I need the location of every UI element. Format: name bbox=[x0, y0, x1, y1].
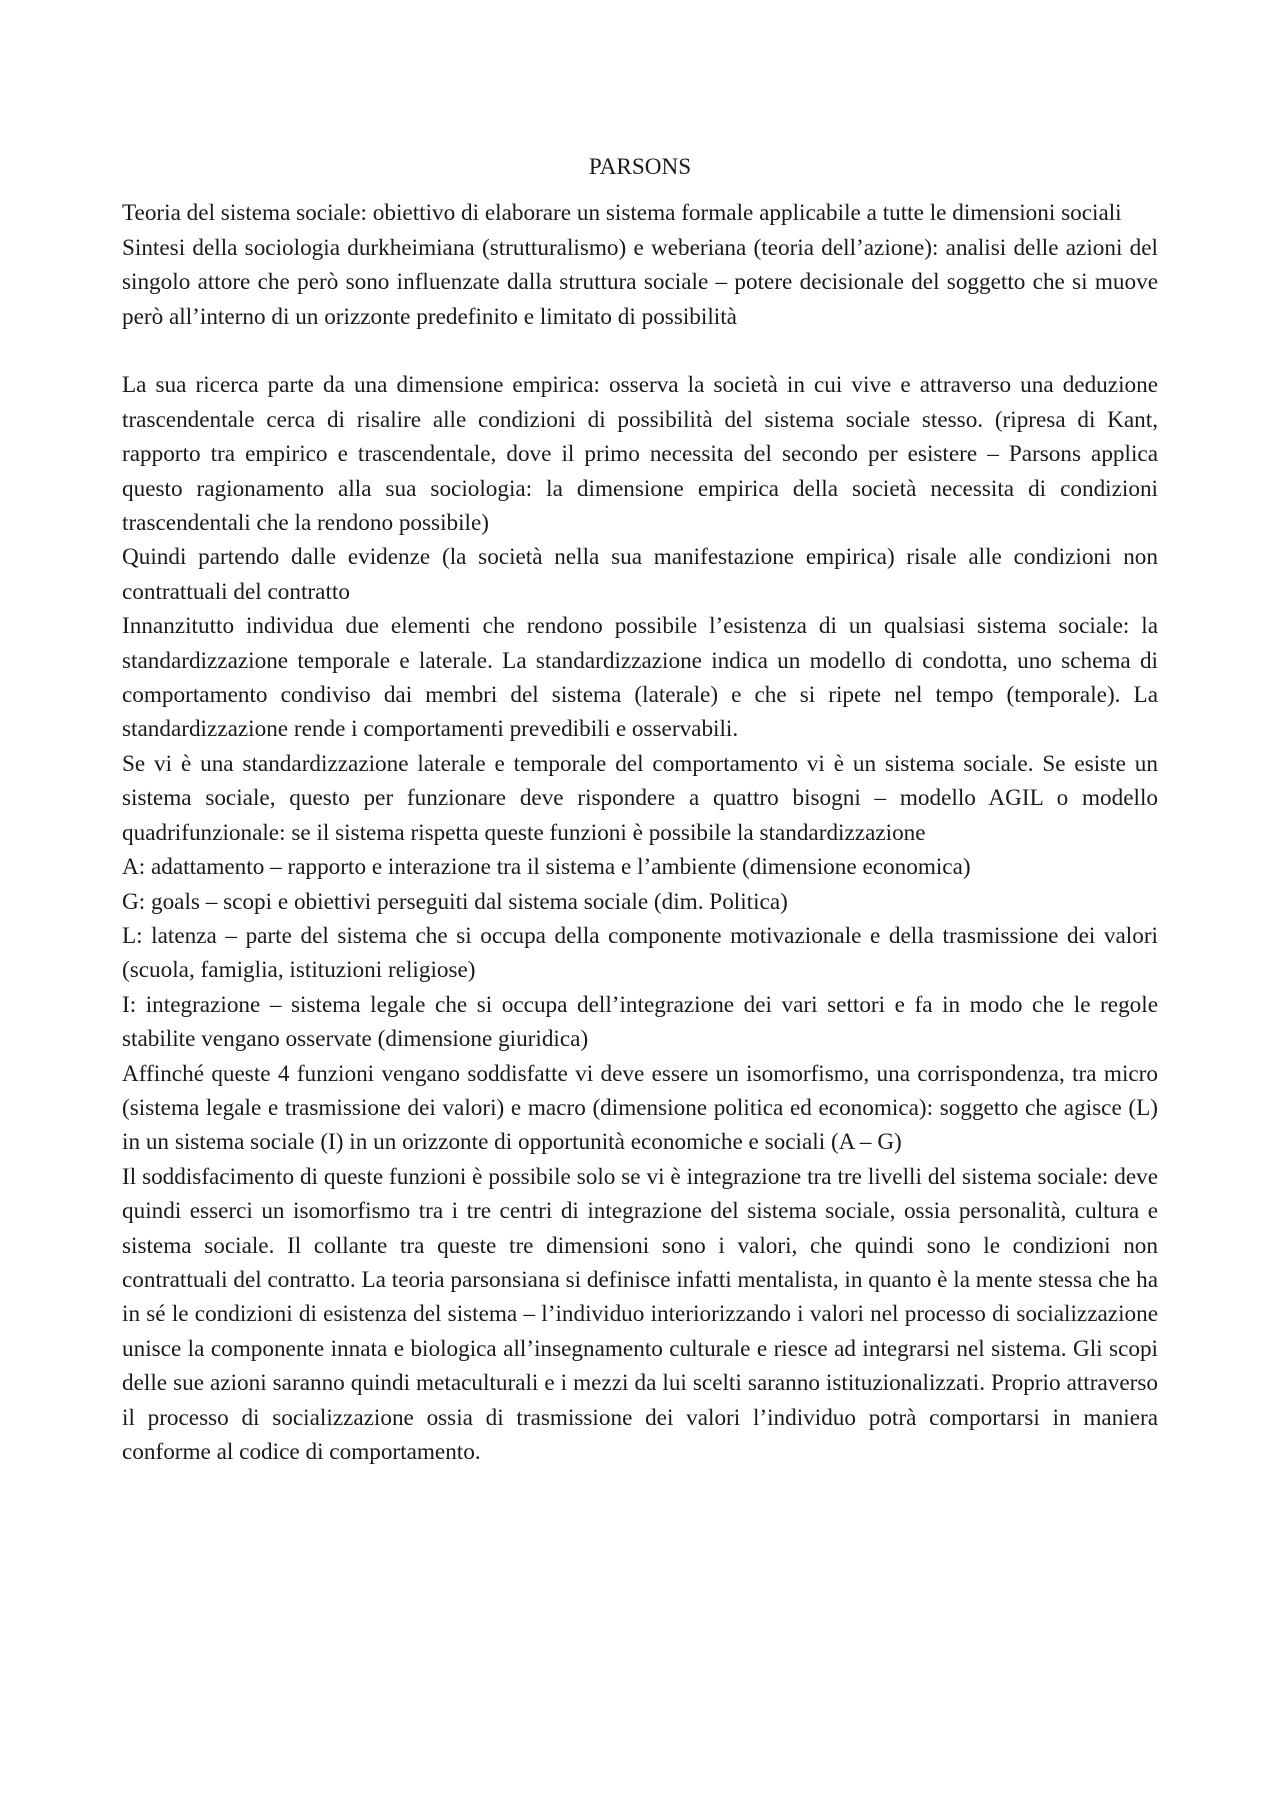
paragraph-empirical-research: La sua ricerca parte da una dimensione empirica: osserva la società in cui vive e attraverso una deduzione trascendentale cerca di risalire alle condizioni di possibilità del sistema sociale stesso. (ripresa di Kant, rapporto tra empirico e trascendentale, dove il primo necessita del secondo per esistere – Parsons applica questo ragionamento alla sua sociologia: la dimensione empirica della società necessita di condizioni trascendentali che la rendono possibile) bbox=[122, 372, 1158, 537]
paragraph-synthesis: Sintesi della sociologia durkheimiana (strutturalismo) e weberiana (teoria dell’azione): analisi delle azioni del singolo attore che però sono influenzate dalla struttura sociale – potere decisionale del soggetto che si muove però all’interno di un orizzonte predefinito e limitato di possibilità bbox=[122, 234, 1158, 330]
document-title: PARSONS bbox=[588, 154, 692, 180]
paragraph-integration-levels: Il soddisfacimento di queste funzioni è possibile solo se vi è integrazione tra tre livelli del sistema sociale: deve quindi esserci un isomorfismo tra i tre centri di integrazione del sistema sociale, ossia personalità, cultura e sistema sociale. Il collante tra queste tre dimensioni sono i valori, che quindi sono le condizioni non contrattuali del contratto. La teoria parsonsiana si definisce infatti mentalista, in quanto è la mente stessa che ha in sé le condizioni di esistenza del sistema – l’individuo interiorizzando i valori nel processo di socializzazione unisce la componente innata e biologica all’insegnamento culturale e riesce ad integrarsi nel sistema. Gli scopi delle sue azioni saranno quindi metaculturali e i mezzi da lui scelti saranno istituzionalizzati. Proprio attraverso il processo di socializzazione ossia di trasmissione dei valori l’individuo potrà comportarsi in maniera conforme al codice di comportamento. bbox=[122, 1163, 1158, 1466]
blank-line bbox=[122, 334, 1158, 368]
paragraph-isomorphism: Affinché queste 4 funzioni vengano soddisfatte vi deve essere un isomorfismo, una corrispondenza, tra micro (sistema legale e trasmissione dei valori) e macro (dimensione politica ed economica): soggetto che agisce (L) in un sistema sociale (I) in un orizzonte di opportunità economiche e sociali (A – G) bbox=[122, 1060, 1158, 1156]
paragraph-intro: Teoria del sistema sociale: obiettivo di elaborare un sistema formale applicabile a tutte le dimensioni sociali bbox=[122, 200, 1122, 227]
agil-item-a: A: adattamento – rapporto e interazione tra il sistema e l’ambiente (dimensione economica) bbox=[122, 854, 971, 881]
agil-item-g: G: goals – scopi e obiettivi perseguiti dal sistema sociale (dim. Politica) bbox=[122, 888, 788, 915]
paragraph-evidence: Quindi partendo dalle evidenze (la società nella sua manifestazione empirica) risale alle condizioni non contrattuali del contratto bbox=[122, 544, 1158, 605]
agil-item-l: L: latenza – parte del sistema che si occupa della componente motivazionale e della trasmissione dei valori (scuola, famiglia, istituzioni religiose) bbox=[122, 922, 1158, 984]
agil-item-i: I: integrazione – sistema legale che si occupa dell’integrazione dei vari settori e fa in modo che le regole stabilite vengano osservate (dimensione giuridica) bbox=[122, 991, 1158, 1053]
document-body bbox=[122, 150, 1158, 1469]
paragraph-agil-model: Se vi è una standardizzazione laterale e temporale del comportamento vi è un sistema sociale. Se esiste un sistema sociale, questo per funzionare deve rispondere a quattro bisogni – modello AGIL o modello quadrifunzionale: se il sistema rispetta queste funzioni è possibile la standardizzazione bbox=[122, 750, 1158, 846]
paragraph-standardization: Innanzitutto individua due elementi che rendono possibile l’esistenza di un qualsiasi sistema sociale: la standardizzazione temporale e laterale. La standardizzazione indica un modello di condotta, uno schema di comportamento condiviso dai membri del sistema (laterale) e che si ripete nel tempo (temporale). La standardizzazione rende i comportamenti prevedibili e osservabili. bbox=[122, 613, 1158, 743]
